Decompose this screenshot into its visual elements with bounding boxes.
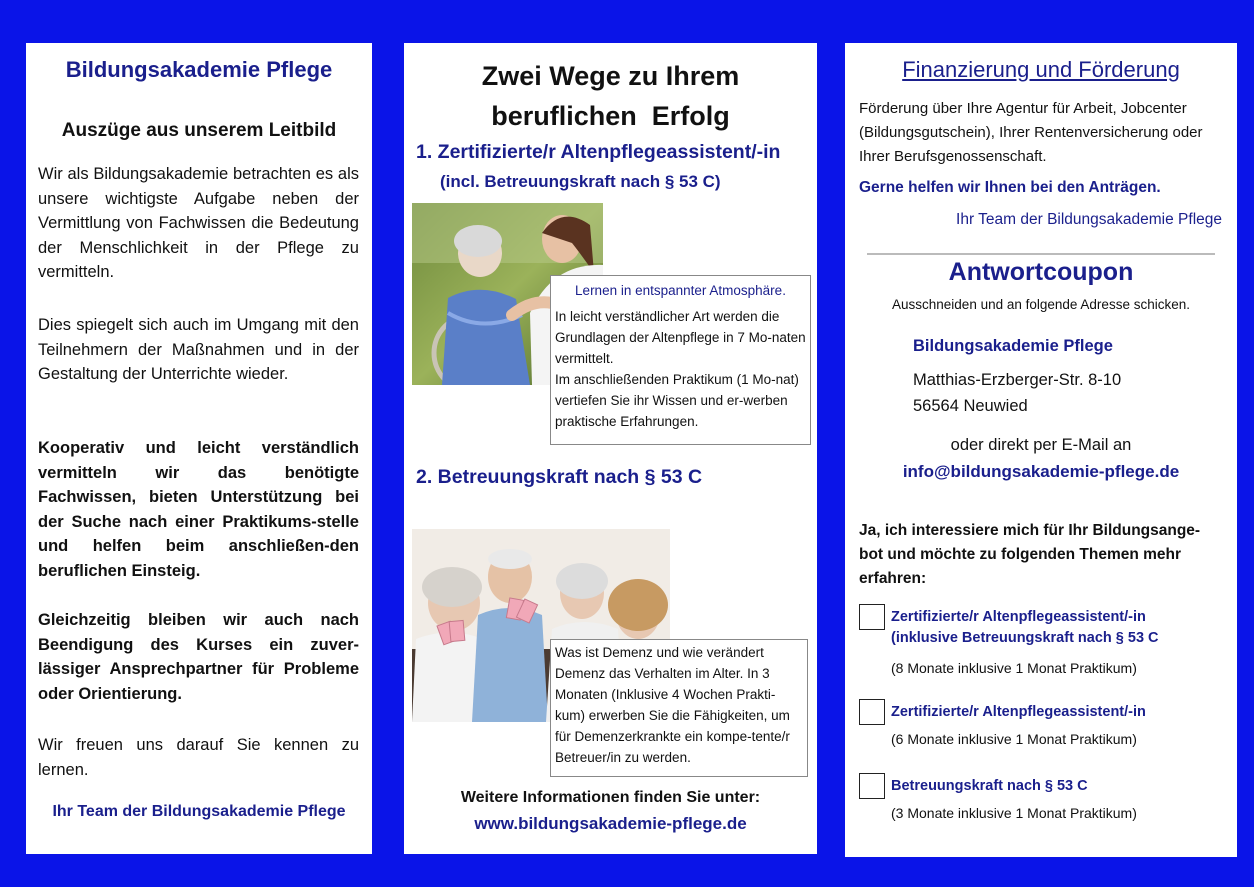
signature: Ihr Team der Bildungsakademie Pflege: [52, 803, 346, 820]
option-1-title: [891, 607, 1159, 649]
photo-caption: Lernen in entspannter Atmosphäre.: [575, 283, 786, 298]
financing-title: Finanzierung und Förderung: [902, 57, 1180, 82]
option-2-title: Zertifizierte/r Altenpflegeassistent/-in: [891, 704, 1146, 720]
option-2-detail: (6 Monate inklusive 1 Monat Praktikum): [891, 731, 1137, 747]
financing-coupon-panel: [845, 43, 1237, 857]
email-intro: oder direkt per E-Mail an: [950, 436, 1132, 454]
option-1-checkbox[interactable]: [859, 604, 885, 630]
course-heading-1: 1. Zertifizierte/r Altenpflegeassistent/-in: [416, 141, 781, 163]
info-text: In leicht verständlicher Art werden die Grundlagen der Altenpflege in 7 Mo-naten vermittelt.: [555, 309, 806, 366]
paragraph: Wir freuen uns darauf Sie kennen zu lernen.: [38, 736, 359, 779]
address-name: Bildungsakademie Pflege: [913, 337, 1113, 355]
course-heading-2: 2. Betreuungskraft nach § 53 C: [416, 466, 703, 488]
paragraph: Wir als Bildungsakademie betrachten es als unsere wichtigste Aufgabe neben der Vermittlung von Fachwissen die Bedeutung der Menschlichkeit in der Pflege zu vermitteln.: [38, 165, 359, 282]
paragraph: Gleichzeitig bleiben wir auch nach Beendigung des Kurses ein zuver-lässiger Ansprechpartner für Probleme oder Orientierung.: [38, 611, 359, 703]
option-title-line: (inklusive Betreuungskraft nach § 53 C: [891, 630, 1159, 646]
courses-panel: [404, 43, 817, 854]
panel-title: [404, 56, 817, 136]
option-3-detail: (3 Monate inklusive 1 Monat Praktikum): [891, 805, 1137, 821]
interest-text: Ja, ich interessiere mich für Ihr Bildungsange-bot und möchte zu folgenden Themen mehr erfahren:: [859, 522, 1201, 587]
option-3-checkbox[interactable]: [859, 773, 885, 799]
more-info-label: Weitere Informationen finden Sie unter:: [460, 789, 761, 806]
coupon-title: Antwortcoupon: [948, 258, 1134, 286]
panel-title: Bildungsakademie Pflege: [65, 57, 333, 82]
option-2-checkbox[interactable]: [859, 699, 885, 725]
course-heading-1-sub: (incl. Betreuungskraft nach § 53 C): [440, 172, 721, 191]
title-line-1: Zwei Wege zu Ihrem: [481, 61, 740, 91]
address-street: Matthias-Erzberger-Str. 8-10: [913, 371, 1122, 389]
address-city: 56564 Neuwied: [913, 397, 1028, 415]
panel-subtitle: Auszüge aus unserem Leitbild: [61, 120, 337, 141]
course-1-info-box: [550, 275, 811, 445]
paragraph: Dies spiegelt sich auch im Umgang mit den Teilnehmern der Maßnahmen und in der Gestaltung der Unterrichte wieder.: [38, 316, 359, 384]
paragraph: Kooperativ und leicht verständlich vermitteln wir das benötigte Fachwissen, bieten Unterstützung bei der Suche nach einer Praktikums-stelle und helfen beim anschließen-den beruflichen Einsteig.: [38, 439, 359, 580]
info-text: Im anschließenden Praktikum (1 Mo-nat) vertiefen Sie ihr Wissen und er-werben praktische Erfahrungen.: [555, 372, 799, 429]
email-link[interactable]: info@bildungsakademie-pflege.de: [902, 462, 1180, 481]
leitbild-panel: [26, 43, 372, 854]
divider: [867, 253, 1215, 255]
financing-text: Förderung über Ihre Agentur für Arbeit, Jobcenter (Bildungsgutschein), Ihrer Rentenversicherung oder Ihrer Berufsgenossenschaft.: [859, 100, 1203, 165]
option-title-line: Zertifizierte/r Altenpflegeassistent/-in: [891, 609, 1146, 625]
info-text: Was ist Demenz und wie verändert Demenz das Verhalten im Alter. In 3 Monaten (Inklusive 4 Wochen Prakti-kum) erwerben Sie die Fähigkeiten, um für Demenzerkrankte ein kompe-tente/r Betreuer/in zu werden.: [555, 645, 790, 765]
coupon-instruction: Ausschneiden und an folgende Adresse schicken.: [892, 297, 1190, 312]
website-link[interactable]: www.bildungsakademie-pflege.de: [474, 814, 747, 833]
option-1-detail: (8 Monate inklusive 1 Monat Praktikum): [891, 660, 1137, 676]
course-2-info-box: [550, 639, 808, 777]
option-3-title: Betreuungskraft nach § 53 C: [891, 778, 1088, 794]
team-signature: Ihr Team der Bildungsakademie Pflege: [956, 211, 1222, 228]
help-text: Gerne helfen wir Ihnen bei den Anträgen.: [859, 179, 1161, 196]
title-line-2: beruflichen Erfolg: [491, 101, 730, 131]
